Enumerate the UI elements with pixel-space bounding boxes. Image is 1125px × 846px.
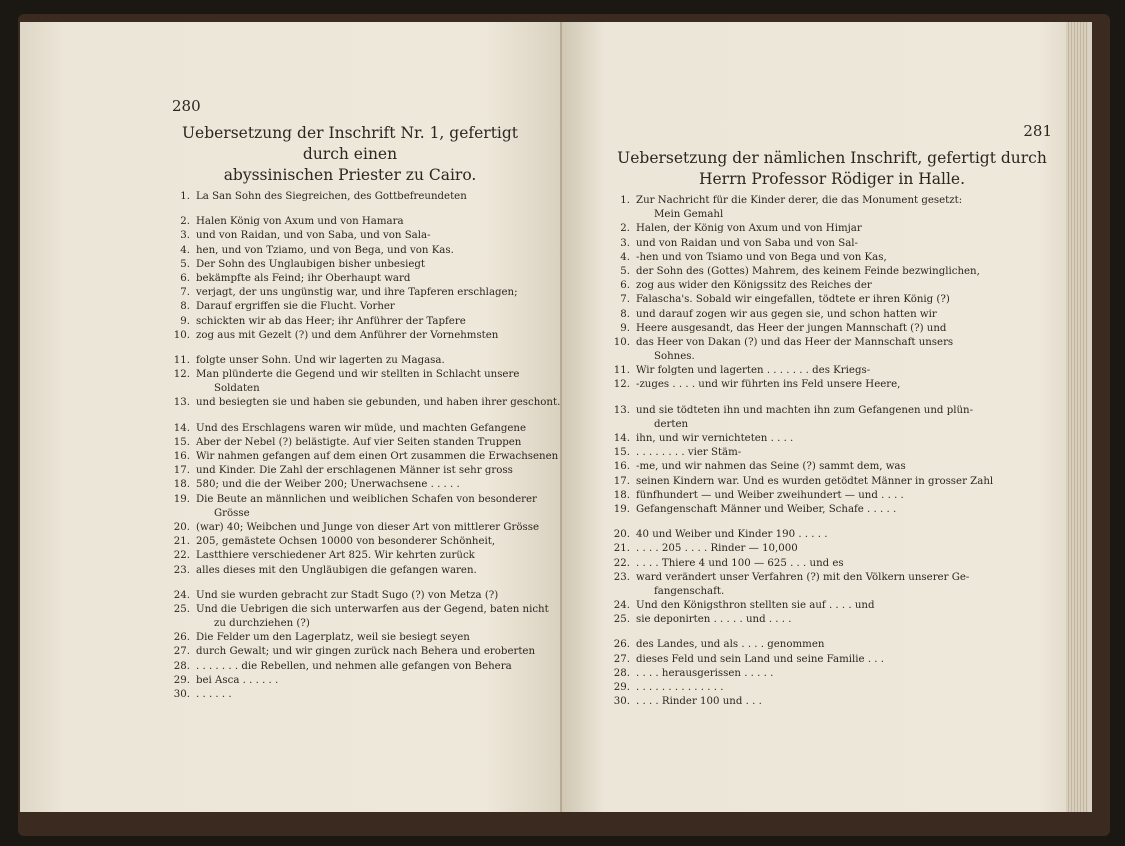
paragraph-gap [172, 411, 528, 422]
line-number: 19. [173, 493, 190, 505]
text-line [612, 475, 1052, 489]
line-number: 1. [620, 195, 630, 206]
page-number: 280 [172, 97, 201, 115]
line-text: Soldaten [214, 383, 260, 395]
text-line [172, 521, 540, 535]
line-number: 16. [173, 451, 190, 462]
inscription-lines [172, 190, 561, 702]
line-number [612, 418, 636, 432]
line-text: ihn, und wir vernichteten . . . . [636, 433, 794, 444]
line-number: 25. [173, 603, 190, 615]
line-number: 11. [613, 365, 630, 377]
line-number: 14. [613, 433, 630, 444]
text-line [612, 222, 1052, 236]
line-number: 26. [173, 632, 190, 644]
text-line [612, 208, 1052, 222]
text-line [172, 329, 528, 343]
line-number: 7. [180, 287, 190, 299]
line-number: 16. [613, 461, 630, 473]
paragraph-gap [172, 343, 528, 354]
text-line [612, 446, 1052, 460]
line-text: 205, gemästete Ochsen 10000 von besonderer Schönheit, [196, 536, 496, 548]
line-text: schickten wir ab das Heer; ihr Anführer der Tapfere [196, 315, 466, 327]
line-text: -zuges . . . . und wir führten ins Feld unsere Heere, [636, 379, 901, 391]
heading-line: Uebersetzung der Inschrift Nr. 1, gefertigt durch einen [181, 124, 519, 163]
line-number: 21. [173, 536, 190, 548]
text-line [172, 215, 528, 229]
line-number: 18. [173, 479, 190, 491]
line-text: und von Raidan, und von Saba, und von Sala- [196, 230, 431, 242]
line-number: 25. [613, 614, 630, 626]
line-number: 30. [173, 689, 190, 700]
text-line [612, 404, 1052, 418]
text-line [612, 695, 1052, 709]
text-line [612, 364, 1052, 378]
text-line [612, 667, 1052, 681]
line-text: Wir folgten und lagerten . . . . . . . des Kriegs- [636, 365, 871, 377]
line-text: Sohnes. [654, 351, 695, 363]
line-number: 22. [613, 557, 630, 569]
line-number: 17. [173, 465, 190, 477]
line-text: verjagt, der uns ungünstig war, und ihre Tapferen erschlagen; [196, 287, 518, 299]
line-text: Zur Nachricht für die Kinder derer, die das Monument gesetzt: [636, 195, 963, 206]
line-number: 10. [613, 336, 630, 348]
text-line [172, 688, 528, 702]
text-line [612, 418, 1052, 432]
text-line [612, 336, 1052, 350]
text-line [172, 564, 528, 578]
line-text: seinen Kindern war. Und es wurden getödtet Männer in grosser Zahl [636, 475, 994, 487]
text-line [612, 681, 1052, 695]
right-page-edges [1066, 22, 1088, 812]
text-line [612, 251, 1052, 265]
text-line [172, 382, 528, 396]
line-number: 27. [613, 653, 630, 665]
line-text: Halen, der König von Axum und von Himjar [636, 223, 862, 235]
line-number: 6. [180, 272, 190, 284]
line-text: Halen König von Axum und von Hamara [196, 216, 404, 228]
line-text: Die Felder um den Lagerplatz, weil sie besiegt seyen [196, 632, 470, 644]
line-number: 8. [180, 301, 190, 313]
line-number: 7. [620, 294, 630, 306]
line-number: 19. [613, 503, 630, 515]
text-line [172, 422, 528, 436]
line-text: . . . . . . . . vier Stäm- [636, 447, 742, 459]
line-text: Und die Uebrigen die sich unterwarfen aus der Gegend, baten nicht [196, 603, 549, 615]
text-line [172, 272, 528, 286]
paragraph-gap [612, 393, 1052, 404]
line-number: 10. [173, 329, 190, 341]
paragraph-gap [172, 204, 528, 215]
line-text: der Sohn des (Gottes) Mahrem, des keinem Feinde bezwinglichen, [636, 265, 980, 277]
text-line [172, 315, 528, 329]
text-line [172, 229, 528, 243]
right-page [562, 22, 1092, 812]
line-text: Grösse [214, 507, 250, 519]
text-line [172, 478, 528, 492]
text-line [612, 378, 1052, 392]
text-line [172, 631, 528, 645]
line-text: folgte unser Sohn. Und wir lagerten zu Magasa. [196, 354, 445, 366]
text-line [612, 293, 1052, 307]
text-line [612, 237, 1052, 251]
line-number: 15. [613, 447, 630, 459]
line-text: Gefangenschaft Männer und Weiber, Schafe . . . . . [636, 503, 897, 515]
line-number: 3. [620, 237, 630, 249]
line-text: fünfhundert — und Weiber zweihundert — und . . . . [636, 489, 904, 501]
text-line [172, 354, 528, 368]
line-text: alles dieses mit den Ungläubigen die gefangen waren. [196, 564, 477, 576]
line-text: -me, und wir nahmen das Seine (?) sammt dem, was [636, 461, 906, 473]
line-text: . . . . Thiere 4 und 100 — 625 . . . und es [636, 557, 844, 569]
line-number: 23. [173, 564, 190, 576]
line-text: und Kinder. Die Zahl der erschlagenen Männer ist sehr gross [196, 465, 513, 477]
line-number: 29. [173, 674, 190, 686]
line-text: 580; und die der Weiber 200; Unerwachsene . . . . . [196, 479, 460, 491]
line-text: Falascha's. Sobald wir eingefallen, tödtete er ihren König (?) [636, 294, 950, 306]
line-text: bekämpfte als Feind; ihr Oberhaupt ward [196, 272, 411, 284]
line-text: bei Asca . . . . . . [196, 674, 279, 686]
line-text: zu durchziehen (?) [214, 618, 310, 630]
line-number: 14. [173, 422, 190, 434]
page-heading [172, 123, 528, 186]
text-line [612, 279, 1052, 293]
line-text: 40 und Weiber und Kinder 190 . . . . . [636, 529, 828, 541]
line-number: 3. [180, 230, 190, 242]
line-text: . . . . herausgerissen . . . . . [636, 667, 774, 679]
line-text: und darauf zogen wir aus gegen sie, und schon hatten wir [636, 308, 937, 320]
text-line [172, 300, 528, 314]
paragraph-gap [612, 517, 1052, 528]
line-text: Und den Königsthron stellten sie auf . . . . und [636, 600, 875, 612]
line-text: ward verändert unser Verfahren (?) mit den Völkern unserer Ge- [636, 571, 970, 583]
line-text: des Landes, und als . . . . genommen [636, 639, 825, 651]
line-number: 2. [620, 223, 630, 235]
line-text: durch Gewalt; und wir gingen zurück nach Behera und eroberten [196, 646, 536, 658]
line-number: 21. [613, 543, 630, 555]
text-line [172, 660, 528, 674]
line-number: 30. [613, 696, 630, 708]
line-number: 4. [620, 251, 630, 263]
text-line [172, 436, 528, 450]
line-text: . . . . . . [196, 689, 232, 700]
text-line [612, 460, 1052, 474]
line-text: fangenschaft. [654, 585, 725, 597]
text-line [172, 493, 537, 507]
line-number: 24. [173, 589, 190, 601]
text-line [172, 549, 528, 563]
line-text: Und sie wurden gebracht zur Stadt Sugo (?) von Metza (?) [196, 589, 499, 601]
line-text: . . . . . . . die Rebellen, und nehmen alle gefangen von Behera [196, 660, 512, 672]
line-number: 24. [613, 600, 630, 612]
text-line [172, 645, 536, 659]
page-number: 281 [1023, 122, 1052, 140]
text-line [172, 464, 528, 478]
line-number: 11. [173, 354, 190, 366]
line-number: 4. [180, 244, 190, 256]
text-line [612, 557, 1052, 571]
line-number: 15. [173, 436, 190, 448]
line-number: 5. [180, 258, 190, 270]
text-line [612, 638, 1052, 652]
line-number: 1. [180, 191, 190, 202]
line-number: 23. [613, 571, 630, 583]
text-line [612, 528, 1052, 542]
heading-line: abyssinischen Priester zu Cairo. [223, 166, 477, 184]
line-text: hen, und von Tziamo, und von Bega, und von Kas. [196, 244, 454, 256]
line-text: Die Beute an männlichen und weiblichen Schafen von besonderer [196, 493, 537, 505]
line-number: 27. [173, 646, 190, 658]
line-text: und sie tödteten ihn und machten ihn zum Gefangenen und plün- [636, 404, 974, 416]
line-text: . . . . 205 . . . . Rinder — 10,000 [636, 543, 798, 555]
line-number: 13. [613, 404, 630, 416]
line-text: Lastthiere verschiedener Art 825. Wir kehrten zurück [196, 550, 475, 562]
text-line [172, 286, 528, 300]
paragraph-gap [172, 578, 528, 589]
text-line [172, 603, 549, 617]
line-text: . . . . Rinder 100 und . . . [636, 696, 762, 708]
line-text: (war) 40; Weibchen und Junge von dieser Art von mittlerer Grösse [196, 521, 540, 533]
line-number: 9. [620, 322, 630, 334]
text-line [612, 350, 1052, 364]
line-number: 9. [180, 315, 190, 327]
line-number: 26. [613, 639, 630, 651]
heading-line: Uebersetzung der nämlichen Inschrift, gefertigt durch [617, 149, 1047, 167]
page-heading [612, 148, 1052, 190]
line-number: 12. [613, 379, 630, 391]
line-text: Heere ausgesandt, das Heer der jungen Mannschaft (?) und [636, 322, 947, 334]
text-line [612, 503, 1052, 517]
text-line [172, 589, 528, 603]
line-number: 8. [620, 308, 630, 320]
text-line [612, 653, 1052, 667]
text-line [612, 308, 1052, 322]
text-line [612, 599, 1052, 613]
line-number: 29. [613, 682, 630, 693]
line-number: 18. [613, 489, 630, 501]
line-text: sie deponirten . . . . . und . . . . [636, 614, 792, 626]
text-line [612, 613, 1052, 627]
text-line [172, 617, 528, 631]
text-line [172, 535, 528, 549]
line-text: Mein Gemahl [654, 209, 724, 221]
heading-line: Herrn Professor Rödiger in Halle. [698, 170, 966, 188]
line-text: Wir nahmen gefangen auf dem einen Ort zusammen die Erwachsenen [196, 451, 559, 462]
text-line [612, 322, 1052, 336]
line-number: 6. [620, 280, 630, 292]
text-line [612, 489, 1052, 503]
line-number: 5. [620, 265, 630, 277]
text-line [172, 396, 561, 410]
line-text: -hen und von Tsiamo und von Bega und von Kas, [636, 251, 887, 263]
line-text: Darauf ergriffen sie die Flucht. Vorher [196, 301, 395, 313]
line-text: Der Sohn des Unglaubigen bisher unbesiegt [196, 258, 425, 270]
line-number: 2. [180, 216, 190, 228]
line-text: Man plünderte die Gegend und wir stellten in Schlacht unsere [196, 369, 520, 381]
text-line [172, 368, 528, 382]
text-line [612, 432, 1052, 446]
line-text: dieses Feld und sein Land und seine Familie . . . [636, 653, 885, 665]
paragraph-gap [612, 627, 1052, 638]
line-number [612, 585, 636, 599]
line-text: zog aus wider den Königssitz des Reiches der [636, 280, 872, 292]
text-line [172, 507, 528, 521]
text-line [612, 571, 1052, 585]
text-line [612, 265, 1052, 279]
line-number [172, 617, 196, 631]
line-number: 20. [173, 521, 190, 533]
text-line [612, 194, 1052, 208]
line-text: Aber der Nebel (?) belästigte. Auf vier Seiten standen Truppen [196, 436, 522, 448]
line-number: 20. [613, 529, 630, 541]
line-text: La San Sohn des Siegreichen, des Gottbefreundeten [196, 191, 467, 202]
text-line [172, 190, 528, 204]
text-line [612, 542, 1052, 556]
line-number [612, 350, 636, 364]
line-number: 28. [173, 660, 190, 672]
line-number: 13. [173, 397, 190, 409]
text-line [172, 450, 559, 464]
text-line [172, 674, 528, 688]
line-number: 17. [613, 475, 630, 487]
left-page [20, 22, 568, 812]
line-text: das Heer von Dakan (?) und das Heer der Mannschaft unsers [636, 336, 954, 348]
line-text: . . . . . . . . . . . . . . [636, 682, 724, 693]
line-text: derten [654, 418, 689, 430]
line-text: Und des Erschlagens waren wir müde, und machten Gefangene [196, 422, 526, 434]
text-line [172, 244, 528, 258]
line-text: und besiegten sie und haben sie gebunden, und haben ihrer geschont. [196, 397, 561, 409]
line-number [172, 507, 196, 521]
line-number: 28. [613, 667, 630, 679]
line-text: zog aus mit Gezelt (?) und dem Anführer der Vornehmsten [196, 329, 499, 341]
line-number: 12. [173, 369, 190, 381]
line-number [172, 382, 196, 396]
line-number [612, 208, 636, 222]
text-line [612, 585, 1052, 599]
line-number: 22. [173, 550, 190, 562]
line-text: und von Raidan und von Saba und von Sal- [636, 237, 858, 249]
text-line [172, 258, 528, 272]
inscription-lines [612, 194, 1052, 709]
